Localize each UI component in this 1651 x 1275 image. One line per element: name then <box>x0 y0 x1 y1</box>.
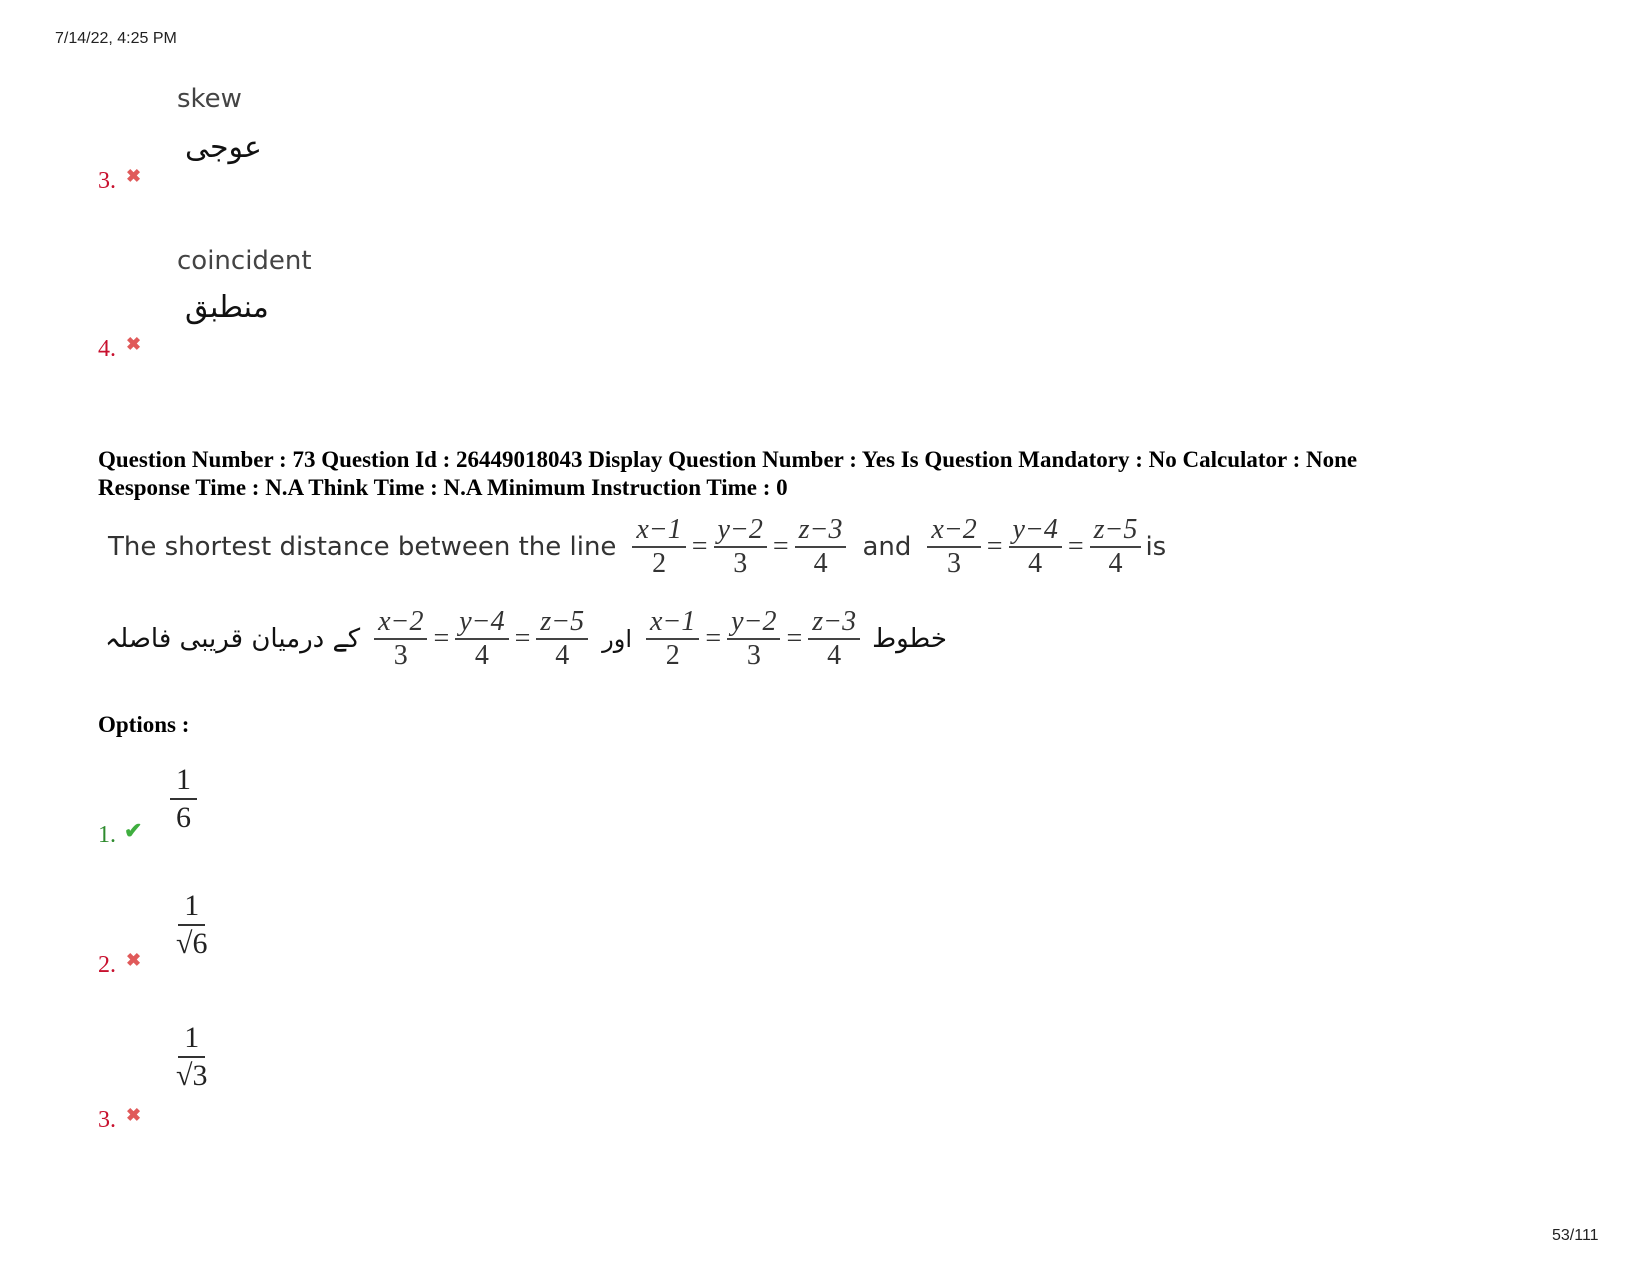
fraction: $\frac{y-4}{4}$ <box>1009 514 1062 580</box>
option-2-number: 2. <box>98 952 116 978</box>
prev-option-4-english: coincident <box>177 246 312 276</box>
question-text-urdu: کے درمیان قریبی فاصلہ $\frac{x-2}{3}$ = $\frac{y-4}{4}$ = $\frac{z-5}{4}$ اور $\frac{x-1}{2}$ = $\frac{y-2}{3}$ = $\frac{z-3}{4}$ خطوط <box>105 606 947 671</box>
question-suffix: is <box>1145 532 1167 562</box>
prev-option-4-number: 4. <box>98 336 116 362</box>
urdu-suffix: کے درمیان قریبی فاصلہ <box>105 624 361 654</box>
question-meta-line-2: Response Time : N.A Think Time : N.A Minimum Instruction Time : 0 <box>98 475 788 500</box>
wrong-mark-icon: ✖ <box>126 166 142 186</box>
option-1-value: 1 6 <box>170 762 197 836</box>
wrong-mark-icon: ✖ <box>126 950 142 970</box>
fraction: $\frac{y-4}{4}$ <box>455 606 508 672</box>
prev-option-3-english: skew <box>177 84 242 114</box>
wrong-mark-icon: ✖ <box>126 1105 142 1125</box>
fraction: $\frac{x-2}{3}$ <box>374 606 427 672</box>
question-prefix: The shortest distance between the line <box>108 532 617 562</box>
prev-option-3-number: 3. <box>98 168 116 194</box>
urdu-and: اور <box>602 625 633 653</box>
page-number: 53/111 <box>1552 1227 1599 1244</box>
question-text-english: The shortest distance between the line $\frac{x-1}{2}$ = $\frac{y-2}{3}$ = $\frac{z-3}{4}$ and $\frac{x-2}{3}$ = $\frac{y-4}{4}$ = $\frac{z-5}{4}$ is <box>108 514 1167 579</box>
fraction: $\frac{z-3}{4}$ <box>795 514 847 580</box>
fraction: $\frac{y-2}{3}$ <box>714 514 767 580</box>
option-3-number: 3. <box>98 1107 116 1133</box>
option-1-number: 1. <box>98 822 116 848</box>
fraction: $\frac{z-5}{4}$ <box>536 606 588 672</box>
fraction: $\frac{z-3}{4}$ <box>808 606 860 672</box>
question-meta-line-1: Question Number : 73 Question Id : 26449018043 Display Question Number : Yes Is Question Mandatory : No Calculator : None <box>98 447 1358 472</box>
prev-option-4-urdu: منطبق <box>185 290 269 325</box>
fraction: $\frac{x-2}{3}$ <box>927 514 980 580</box>
options-label: Options : <box>98 712 190 737</box>
prev-option-3-urdu: عوجی <box>185 130 262 165</box>
option-3-value: 1 √3 <box>176 1021 208 1092</box>
fraction: $\frac{z-5}{4}$ <box>1090 514 1142 580</box>
option-2-value: 1 √6 <box>176 889 208 960</box>
question-and: and <box>862 532 912 562</box>
print-timestamp: 7/14/22, 4:25 PM <box>55 30 177 47</box>
wrong-mark-icon: ✖ <box>126 334 142 354</box>
correct-check-icon: ✔ <box>124 818 143 843</box>
fraction: $\frac{x-1}{2}$ <box>646 606 699 672</box>
fraction: $\frac{y-2}{3}$ <box>727 606 780 672</box>
urdu-prefix: خطوط <box>872 624 947 654</box>
fraction: $\frac{x-1}{2}$ <box>632 514 685 580</box>
